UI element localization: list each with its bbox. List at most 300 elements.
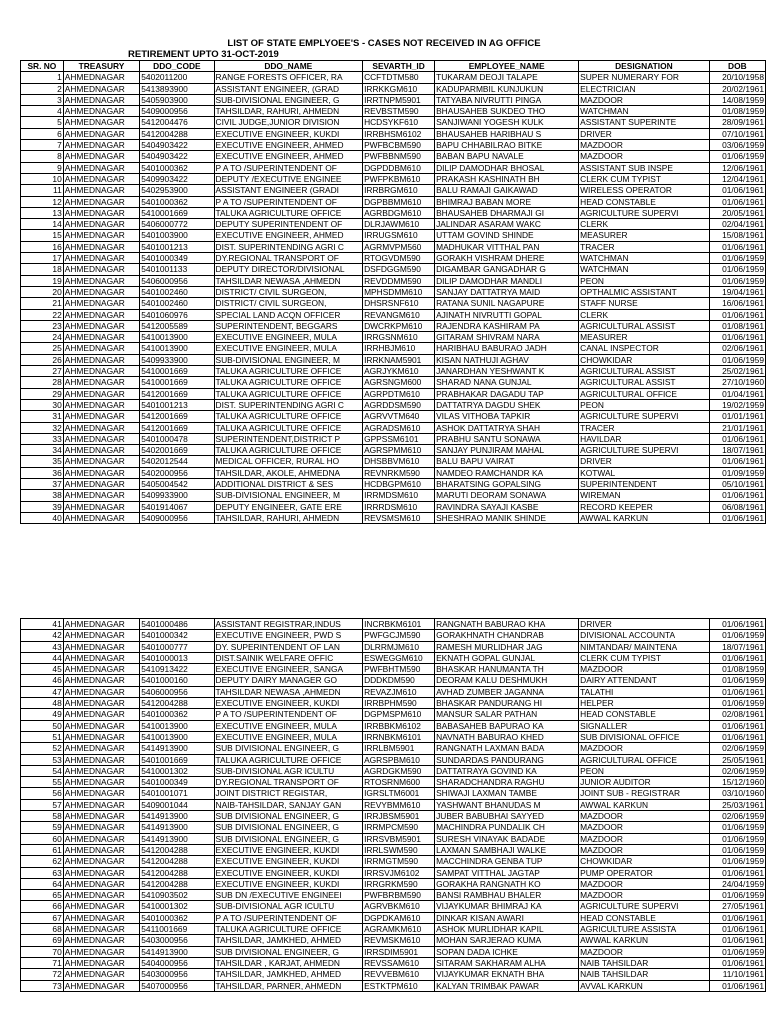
designation-cell: AGRICULTURAL ASSIST [579, 366, 710, 377]
ddo-name-cell: TAHSILDAR, RAHURI, AHMEDN [214, 106, 363, 117]
ddo-name-cell: RANGE FORESTS OFFICER, RA [214, 72, 363, 83]
employee-name-cell: BHARATSING GOPALSING [435, 478, 579, 489]
ddo-code-cell: 5402011200 [140, 72, 214, 83]
sr-no-cell: 43 [21, 641, 64, 652]
designation-cell: ASSISTANT SUB INSPE [579, 162, 710, 173]
employee-name-cell: VIJAYKUMAR BHIMRAJ KA [435, 901, 579, 912]
sr-no-cell: 18 [21, 264, 64, 275]
ddo-code-cell: 5401003900 [140, 230, 214, 241]
table-row [21, 230, 766, 241]
treasury-cell: AHMEDNAGAR [63, 924, 140, 935]
employee-name-cell: MANSUR SALAR PATHAN [435, 709, 579, 720]
designation-cell: PEON [579, 399, 710, 410]
employee-name-cell: EKNATH GOPAL GUNJAL [435, 652, 579, 663]
dob-cell: 02/06/1959 [709, 765, 765, 776]
dob-cell: 01/06/1961 [709, 980, 765, 991]
sr-no-cell: 39 [21, 501, 64, 512]
sr-no-cell: 52 [21, 743, 64, 754]
employee-name-cell: MACHINDRA PUNDALIK CH [435, 822, 579, 833]
ddo-name-cell: P A TO /SUPERINTENDENT OF [214, 162, 363, 173]
sr-no-cell: 37 [21, 478, 64, 489]
sr-no-cell: 11 [21, 185, 64, 196]
sevarth-id-cell: REVVEBM610 [363, 969, 435, 980]
treasury-cell: AHMEDNAGAR [63, 675, 140, 686]
employee-name-cell: VIJAYKUMAR EKNATH BHA [435, 969, 579, 980]
employee-name-cell: MADHUKAR VITTHAL PAN [435, 241, 579, 252]
sr-no-cell: 19 [21, 275, 64, 286]
dob-cell: 07/10/1961 [709, 128, 765, 139]
employee-name-cell: SAMPAT VITTHAL JAGTAP [435, 867, 579, 878]
table-row [21, 501, 766, 512]
sr-no-cell: 4 [21, 106, 64, 117]
designation-cell: STAFF NURSE [579, 298, 710, 309]
ddo-name-cell: CIVIL JUDGE,JUNIOR DIVISION [214, 117, 363, 128]
designation-cell: PUMP OPERATOR [579, 867, 710, 878]
designation-cell: SIGNALLER [579, 720, 710, 731]
ddo-code-cell: 5405903900 [140, 94, 214, 105]
treasury-cell: AHMEDNAGAR [63, 512, 140, 523]
designation-cell: MAZDOOR [579, 811, 710, 822]
sevarth-id-cell: IRRMGTM590 [363, 856, 435, 867]
table-row [21, 878, 766, 889]
sr-no-cell: 62 [21, 856, 64, 867]
sr-no-cell: 38 [21, 490, 64, 501]
table-row [21, 890, 766, 901]
ddo-code-cell: 5406000956 [140, 275, 214, 286]
dob-cell: 01/08/1959 [709, 106, 765, 117]
treasury-cell: AHMEDNAGAR [63, 241, 140, 252]
dob-cell: 01/08/1961 [709, 320, 765, 331]
treasury-cell: AHMEDNAGAR [63, 698, 140, 709]
dob-cell: 01/06/1961 [709, 731, 765, 742]
designation-cell: PEON [579, 275, 710, 286]
treasury-cell: AHMEDNAGAR [63, 298, 140, 309]
dob-cell: 02/04/1961 [709, 219, 765, 230]
employee-name-cell: BAPU CHHABILRAO BITKE [435, 140, 579, 151]
dob-cell: 01/09/1959 [709, 467, 765, 478]
ddo-code-cell: 5404903422 [140, 140, 214, 151]
sevarth-id-cell: PWFBRBM590 [363, 890, 435, 901]
sevarth-id-cell: DHSRSNF610 [363, 298, 435, 309]
dob-cell: 20/10/1958 [709, 72, 765, 83]
designation-cell: AGRICULTURAL OFFICE [579, 388, 710, 399]
ddo-name-cell: EXECUTIVE ENGINEER, MULA [214, 332, 363, 343]
table-row [21, 354, 766, 365]
designation-cell: MAZDOOR [579, 946, 710, 957]
employee-name-cell: BANSI RAMBHAU BHALER [435, 890, 579, 901]
sevarth-id-cell: REVMSKM610 [363, 935, 435, 946]
designation-cell: KOTWAL [579, 467, 710, 478]
table-row [21, 151, 766, 162]
table-row [21, 833, 766, 844]
ddo-code-cell: 5409903422 [140, 173, 214, 184]
employee-name-cell: GORAKHNATH CHANDRAB [435, 630, 579, 641]
employee-name-cell: HARIBHAU BABURAO JADH [435, 343, 579, 354]
dob-cell: 01/06/1961 [709, 241, 765, 252]
sevarth-id-cell: REVNRKM590 [363, 467, 435, 478]
ddo-name-cell: NAIB-TAHSILDAR, SANJAY GAN [214, 799, 363, 810]
ddo-code-cell: 5401000777 [140, 641, 214, 652]
ddo-name-cell: SUB DIVISIONAL ENGINEER, G [214, 946, 363, 957]
sevarth-id-cell: DGPDDBM610 [363, 162, 435, 173]
designation-cell: HEAD CONSTABLE [579, 196, 710, 207]
ddo-name-cell: SUB-DIVISIONAL ENGINEER, M [214, 354, 363, 365]
treasury-cell: AHMEDNAGAR [63, 377, 140, 388]
ddo-name-cell: MEDICAL OFFICER, RURAL HO [214, 456, 363, 467]
ddo-name-cell: ASSISTANT ENGINEER (GRADI [214, 185, 363, 196]
ddo-code-cell: 5410913422 [140, 664, 214, 675]
employee-name-cell: MOHAN SARJERAO KUMA [435, 935, 579, 946]
sevarth-id-cell: REVYBMM610 [363, 799, 435, 810]
ddo-name-cell: TALUKA AGRICULTURE OFFICE [214, 366, 363, 377]
dob-cell: 01/06/1959 [709, 844, 765, 855]
sevarth-id-cell: ESTKTPM610 [363, 980, 435, 991]
designation-cell: DRIVER [579, 128, 710, 139]
sevarth-id-cell: PWFPKBM610 [363, 173, 435, 184]
designation-cell: NIMTANDAR/ MAINTENA [579, 641, 710, 652]
table-row [21, 219, 766, 230]
treasury-cell: AHMEDNAGAR [63, 799, 140, 810]
treasury-cell: AHMEDNAGAR [63, 219, 140, 230]
sr-no-cell: 3 [21, 94, 64, 105]
ddo-code-cell: 5401000013 [140, 652, 214, 663]
table-row [21, 309, 766, 320]
treasury-cell: AHMEDNAGAR [63, 641, 140, 652]
table-row [21, 433, 766, 444]
designation-cell: TALATHI [579, 686, 710, 697]
ddo-name-cell: SPECIAL LAND ACQN OFFICER [214, 309, 363, 320]
sr-no-cell: 9 [21, 162, 64, 173]
designation-cell: CLERK CUM TYPIST [579, 173, 710, 184]
sr-no-cell: 41 [21, 619, 64, 630]
sevarth-id-cell: IRRKKGM610 [363, 83, 435, 94]
dob-cell: 01/06/1961 [709, 332, 765, 343]
ddo-name-cell: TAHSILDAR, JAMKHED, AHMED [214, 935, 363, 946]
treasury-cell: AHMEDNAGAR [63, 664, 140, 675]
dob-cell: 20/05/1961 [709, 207, 765, 218]
sevarth-id-cell: AGRDGKM590 [363, 765, 435, 776]
ddo-name-cell: DEPUTY SUPERINTENDENT OF [214, 219, 363, 230]
ddo-name-cell: DEPUTY DAIRY MANAGER GO [214, 675, 363, 686]
sr-no-cell: 49 [21, 709, 64, 720]
table-row [21, 366, 766, 377]
treasury-cell: AHMEDNAGAR [63, 399, 140, 410]
designation-cell: MAZDOOR [579, 890, 710, 901]
designation-cell: AGRICULTURAL OFFICE [579, 754, 710, 765]
dob-cell: 01/06/1961 [709, 867, 765, 878]
table-row [21, 399, 766, 410]
table-row [21, 867, 766, 878]
designation-cell: OPTHALMIC ASSISTANT [579, 286, 710, 297]
sr-no-cell: 72 [21, 969, 64, 980]
sevarth-id-cell: DWCRKPM610 [363, 320, 435, 331]
sr-no-cell: 12 [21, 196, 64, 207]
designation-cell: MAZDOOR [579, 878, 710, 889]
table-row [21, 811, 766, 822]
sr-no-cell: 64 [21, 878, 64, 889]
treasury-cell: AHMEDNAGAR [63, 788, 140, 799]
dob-cell: 01/06/1959 [709, 856, 765, 867]
ddo-code-cell: 5409000956 [140, 106, 214, 117]
sr-no-cell: 34 [21, 445, 64, 456]
table-row [21, 765, 766, 776]
ddo-code-cell: 5404903422 [140, 151, 214, 162]
sevarth-id-cell: IRRJBSM5901 [363, 811, 435, 822]
employee-name-cell: NAVNATH BABURAO KHED [435, 731, 579, 742]
employee-name-cell: DIGAMBAR GANGADHAR G [435, 264, 579, 275]
designation-cell: MAZDOOR [579, 844, 710, 855]
designation-cell: AVVAL KARKUN [579, 980, 710, 991]
designation-cell: TRACER [579, 241, 710, 252]
designation-cell: AGRICULTURE SUPERVI [579, 411, 710, 422]
ddo-name-cell: EXECUTIVE ENGINEER, AHMED [214, 140, 363, 151]
designation-cell: NAIB TAHSILDAR [579, 957, 710, 968]
ddo-name-cell: TAHSILDAR, JAMKHED, AHMED [214, 969, 363, 980]
header-treasury: TREASURY [63, 61, 140, 72]
designation-cell: MAZDOOR [579, 664, 710, 675]
sevarth-id-cell: IRRSVJM6102 [363, 867, 435, 878]
ddo-name-cell: EXECUTIVE ENGINEER, MULA [214, 731, 363, 742]
employee-table-2 [20, 618, 766, 992]
employee-name-cell: NAMDEO RAMCHANDR KA [435, 467, 579, 478]
ddo-code-cell: 5401002460 [140, 298, 214, 309]
ddo-code-cell: 5414913900 [140, 743, 214, 754]
table-row [21, 799, 766, 810]
table-row [21, 286, 766, 297]
treasury-cell: AHMEDNAGAR [63, 878, 140, 889]
employee-name-cell: BHAUSAHEB HARIBHAU S [435, 128, 579, 139]
table-row [21, 196, 766, 207]
treasury-cell: AHMEDNAGAR [63, 456, 140, 467]
employee-name-cell: GITARAM SHIVRAM NARA [435, 332, 579, 343]
designation-cell: CLERK CUM TYPIST [579, 652, 710, 663]
sr-no-cell: 31 [21, 411, 64, 422]
ddo-code-cell: 5412004288 [140, 844, 214, 855]
ddo-name-cell: TAHSILDAR, PARNER, AHMEDN [214, 980, 363, 991]
sr-no-cell: 22 [21, 309, 64, 320]
sr-no-cell: 20 [21, 286, 64, 297]
sevarth-id-cell: AGRDDSM590 [363, 399, 435, 410]
ddo-name-cell: SUB DIVISIONAL ENGINEER, G [214, 811, 363, 822]
designation-cell: SUPERINTENDENT [579, 478, 710, 489]
treasury-cell: AHMEDNAGAR [63, 777, 140, 788]
sevarth-id-cell: REVDDMM590 [363, 275, 435, 286]
employee-name-cell: JANARDHAN YESHWANT K [435, 366, 579, 377]
sr-no-cell: 44 [21, 652, 64, 663]
designation-cell: ASSISTANT SUPERINTE [579, 117, 710, 128]
ddo-code-cell: 5406000956 [140, 686, 214, 697]
ddo-code-cell: 5402953900 [140, 185, 214, 196]
treasury-cell: AHMEDNAGAR [63, 106, 140, 117]
ddo-code-cell: 5410013900 [140, 731, 214, 742]
dob-cell: 01/06/1961 [709, 924, 765, 935]
ddo-name-cell: TAHSILDAR, RAHURI, AHMEDN [214, 512, 363, 523]
table-row [21, 411, 766, 422]
ddo-name-cell: EXECUTIVE ENGINEER, AHMED [214, 151, 363, 162]
employee-name-cell: BABASAHEB BAPURAO KA [435, 720, 579, 731]
designation-cell: AGRICULTURAL ASSIST [579, 320, 710, 331]
treasury-cell: AHMEDNAGAR [63, 286, 140, 297]
table-row [21, 709, 766, 720]
treasury-cell: AHMEDNAGAR [63, 709, 140, 720]
designation-cell: MAZDOOR [579, 151, 710, 162]
employee-name-cell: SANJIWANI YOGESH KULK [435, 117, 579, 128]
treasury-cell: AHMEDNAGAR [63, 128, 140, 139]
ddo-code-cell: 5403000956 [140, 969, 214, 980]
sr-no-cell: 61 [21, 844, 64, 855]
designation-cell: WATCHMAN [579, 264, 710, 275]
treasury-cell: AHMEDNAGAR [63, 686, 140, 697]
dob-cell: 01/06/1959 [709, 630, 765, 641]
sevarth-id-cell: PWFGCJM590 [363, 630, 435, 641]
ddo-code-cell: 5401060976 [140, 309, 214, 320]
employee-name-cell: SUNDARDAS PANDURANG [435, 754, 579, 765]
ddo-code-cell: 5410001669 [140, 377, 214, 388]
treasury-cell: AHMEDNAGAR [63, 253, 140, 264]
dob-cell: 20/02/1961 [709, 83, 765, 94]
dob-cell: 01/06/1959 [709, 698, 765, 709]
employee-name-cell: SANJAY DATTATRYA MAID [435, 286, 579, 297]
sevarth-id-cell: PWFBBNM590 [363, 151, 435, 162]
employee-name-cell: MARUTI DEORAM SONAWA [435, 490, 579, 501]
ddo-code-cell: 5402001669 [140, 445, 214, 456]
table-row [21, 822, 766, 833]
sr-no-cell: 53 [21, 754, 64, 765]
sr-no-cell: 35 [21, 456, 64, 467]
ddo-code-cell: 5401001213 [140, 241, 214, 252]
designation-cell: MAZDOOR [579, 140, 710, 151]
ddo-name-cell: DEPUTY /EXECUTIVE ENGINEE [214, 173, 363, 184]
dob-cell: 01/08/1959 [709, 664, 765, 675]
employee-name-cell: GORAKH VISHRAM DHERE [435, 253, 579, 264]
employee-name-cell: DATTATRYA DAGDU SHEK [435, 399, 579, 410]
ddo-code-cell: 5409933900 [140, 490, 214, 501]
sevarth-id-cell: GPPSSM6101 [363, 433, 435, 444]
employee-name-cell: UTTAM GOVIND SHINDE [435, 230, 579, 241]
treasury-cell: AHMEDNAGAR [63, 630, 140, 641]
treasury-cell: AHMEDNAGAR [63, 433, 140, 444]
ddo-code-cell: 5401914067 [140, 501, 214, 512]
ddo-name-cell: TALUKA AGRICULTURE OFFICE [214, 388, 363, 399]
ddo-name-cell: SUB DN /EXECUTIVE ENGINEEI [214, 890, 363, 901]
employee-name-cell: YASHWANT BHANUDAS M [435, 799, 579, 810]
ddo-name-cell: DEPUTY ENGINEER, GATE ERE [214, 501, 363, 512]
table-row [21, 332, 766, 343]
table-row [21, 128, 766, 139]
sevarth-id-cell: AGRVBKM610 [363, 901, 435, 912]
sr-no-cell: 40 [21, 512, 64, 523]
ddo-name-cell: DISTRICT/ CIVIL SURGEON, [214, 286, 363, 297]
ddo-name-cell: TALUKA AGRICULTURE OFFICE [214, 207, 363, 218]
ddo-code-cell: 5401000486 [140, 619, 214, 630]
dob-cell: 25/02/1961 [709, 366, 765, 377]
designation-cell: JUNIOR AUDITOR [579, 777, 710, 788]
treasury-cell: AHMEDNAGAR [63, 811, 140, 822]
table-row [21, 856, 766, 867]
table-body-2 [21, 619, 766, 992]
sevarth-id-cell: IRRSDIM5901 [363, 946, 435, 957]
table-row [21, 185, 766, 196]
employee-name-cell: RANGNATH BABURAO KHA [435, 619, 579, 630]
sevarth-id-cell: REVSMSM610 [363, 512, 435, 523]
sr-no-cell: 14 [21, 219, 64, 230]
table-row [21, 253, 766, 264]
dob-cell: 06/08/1961 [709, 501, 765, 512]
sevarth-id-cell: RTOSRNM600 [363, 777, 435, 788]
table-row [21, 720, 766, 731]
designation-cell: MEASURER [579, 332, 710, 343]
dob-cell: 02/06/1961 [709, 343, 765, 354]
ddo-code-cell: 5404000956 [140, 957, 214, 968]
sr-no-cell: 59 [21, 822, 64, 833]
treasury-cell: AHMEDNAGAR [63, 173, 140, 184]
designation-cell: NAIB TAHSILDAR [579, 969, 710, 980]
dob-cell: 28/09/1961 [709, 117, 765, 128]
ddo-name-cell: SUPERINTENDENT, BEGGARS [214, 320, 363, 331]
dob-cell: 05/10/1961 [709, 478, 765, 489]
ddo-name-cell: EXECUTIVE ENGINEER, MULA [214, 343, 363, 354]
dob-cell: 03/06/1959 [709, 140, 765, 151]
ddo-code-cell: 5410001669 [140, 207, 214, 218]
employee-name-cell: AVHAD ZUMBER JAGANNA [435, 686, 579, 697]
ddo-name-cell: SUB-DIVISIONAL ENGINEER, M [214, 490, 363, 501]
sevarth-id-cell: IRRGSNM610 [363, 332, 435, 343]
ddo-code-cell: 5401000342 [140, 630, 214, 641]
ddo-code-cell: 5412001669 [140, 422, 214, 433]
employee-name-cell: RAJENDRA KASHIRAM PA [435, 320, 579, 331]
employee-name-cell: BALU RAMAJI GAIKAWAD [435, 185, 579, 196]
sevarth-id-cell: DGPMSPM610 [363, 709, 435, 720]
ddo-code-cell: 5412004288 [140, 856, 214, 867]
table-row [21, 844, 766, 855]
header-ddo-code: DDO_CODE [140, 61, 214, 72]
sevarth-id-cell: DHSBBVM610 [363, 456, 435, 467]
sr-no-cell: 33 [21, 433, 64, 444]
ddo-code-cell: 5401000362 [140, 912, 214, 923]
sr-no-cell: 29 [21, 388, 64, 399]
designation-cell: MAZDOOR [579, 743, 710, 754]
treasury-cell: AHMEDNAGAR [63, 354, 140, 365]
table-row [21, 743, 766, 754]
employee-name-cell: SHESHRAO MANIK SHINDE [435, 512, 579, 523]
designation-cell: CLERK [579, 219, 710, 230]
dob-cell: 01/06/1961 [709, 619, 765, 630]
treasury-cell: AHMEDNAGAR [63, 422, 140, 433]
sevarth-id-cell: MPHSDMM610 [363, 286, 435, 297]
sevarth-id-cell: PWFBHTM590 [363, 664, 435, 675]
dob-cell: 01/06/1961 [709, 935, 765, 946]
ddo-code-cell: 5414913900 [140, 811, 214, 822]
table-row [21, 652, 766, 663]
ddo-name-cell: TALUKA AGRICULTURE OFFICE [214, 445, 363, 456]
employee-name-cell: AJINATH NIVRUTTI GOPAL [435, 309, 579, 320]
sr-no-cell: 13 [21, 207, 64, 218]
dob-cell: 01/06/1961 [709, 456, 765, 467]
table-row [21, 788, 766, 799]
dob-cell: 01/06/1959 [709, 675, 765, 686]
ddo-code-cell: 5412005589 [140, 320, 214, 331]
ddo-name-cell: ADDITIONAL DISTRICT & SES [214, 478, 363, 489]
treasury-cell: AHMEDNAGAR [63, 867, 140, 878]
treasury-cell: AHMEDNAGAR [63, 935, 140, 946]
dob-cell: 01/06/1959 [709, 946, 765, 957]
treasury-cell: AHMEDNAGAR [63, 652, 140, 663]
sevarth-id-cell: IRRTNPM5901 [363, 94, 435, 105]
sevarth-id-cell: IRRGRKM590 [363, 878, 435, 889]
sr-no-cell: 7 [21, 140, 64, 151]
ddo-code-cell: 5402000956 [140, 467, 214, 478]
sr-no-cell: 16 [21, 241, 64, 252]
